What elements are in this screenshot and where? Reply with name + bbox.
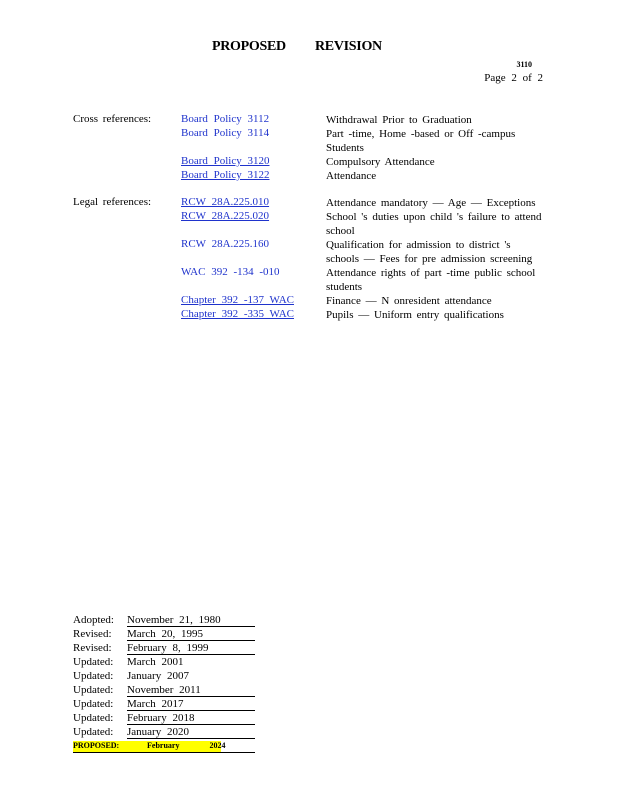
reference-description: Part -time, Home -based or Off -campus Students (326, 128, 516, 154)
cross-references-label: Cross references: (73, 113, 152, 125)
history-date: January 2020 (127, 726, 189, 738)
policy-number: 3110 (516, 60, 532, 69)
history-label: Updated: (73, 698, 114, 710)
history-row (73, 655, 255, 669)
history-date: February 2024 (147, 741, 226, 750)
reference-link[interactable]: Board Policy 3122 (181, 169, 270, 181)
reference-link[interactable]: RCW 28A.225.160 (181, 238, 270, 250)
history-row (73, 627, 255, 641)
reference-link[interactable]: RCW 28A.225.020 (181, 210, 270, 222)
history-row (73, 697, 255, 711)
history-row (73, 641, 255, 655)
reference-link[interactable]: RCW 28A.225.010 (181, 196, 270, 208)
reference-description: Withdrawal Prior to Graduation (326, 114, 472, 126)
cross-references-section (73, 113, 553, 183)
history-label: Updated: (73, 670, 114, 682)
reference-link[interactable]: Chapter 392 -137 WAC (181, 294, 294, 306)
title-proposed: PROPOSED (212, 39, 286, 54)
history-label: Updated: (73, 684, 114, 696)
history-label: Revised: (73, 628, 112, 640)
title-revision: REVISION (315, 39, 382, 54)
history-underline (73, 752, 255, 753)
reference-description: Attendance rights of part -time public school students (326, 267, 536, 293)
history-date: February 2018 (127, 712, 195, 724)
reference-description: School 's duties upon child 's failure to attend school (326, 211, 542, 237)
history-date: March 20, 1995 (127, 628, 203, 640)
reference-link[interactable]: Board Policy 3112 (181, 113, 270, 125)
history-label: Updated: (73, 726, 114, 738)
history-row (73, 613, 255, 627)
reference-description: Qualification for admission to district 's schools — Fees for pre admission screening (326, 239, 533, 265)
legal-references-section (73, 196, 553, 326)
reference-link[interactable]: WAC 392 -134 -010 (181, 266, 280, 278)
history-row (73, 669, 255, 683)
history-date: January 2007 (127, 670, 189, 682)
history-label: Updated: (73, 712, 114, 724)
reference-link[interactable]: Chapter 392 -335 WAC (181, 308, 294, 320)
history-row-proposed (73, 739, 255, 753)
reference-link[interactable]: Board Policy 3120 (181, 155, 270, 167)
reference-description: Attendance (326, 170, 377, 182)
reference-link[interactable]: Board Policy 3114 (181, 127, 270, 139)
history-label: PROPOSED: (73, 741, 120, 750)
revision-history (73, 613, 255, 753)
history-date: March 2017 (127, 698, 184, 710)
reference-description: Finance — N onresident attendance (326, 295, 492, 307)
history-date: March 2001 (127, 656, 184, 668)
history-date: November 2011 (127, 684, 201, 696)
page-number: Page 2 of 2 (484, 72, 543, 84)
history-row (73, 711, 255, 725)
history-date: February 8, 1999 (127, 642, 209, 654)
history-row (73, 725, 255, 739)
history-label: Revised: (73, 642, 112, 654)
reference-description: Attendance mandatory — Age — Exceptions (326, 197, 536, 209)
history-label: Adopted: (73, 614, 114, 626)
history-row (73, 683, 255, 697)
document-title (0, 39, 618, 55)
legal-references-label: Legal references: (73, 196, 152, 208)
reference-description: Compulsory Attendance (326, 156, 435, 168)
history-date: November 21, 1980 (127, 614, 221, 626)
history-label: Updated: (73, 656, 114, 668)
reference-description: Pupils — Uniform entry qualifications (326, 309, 504, 321)
